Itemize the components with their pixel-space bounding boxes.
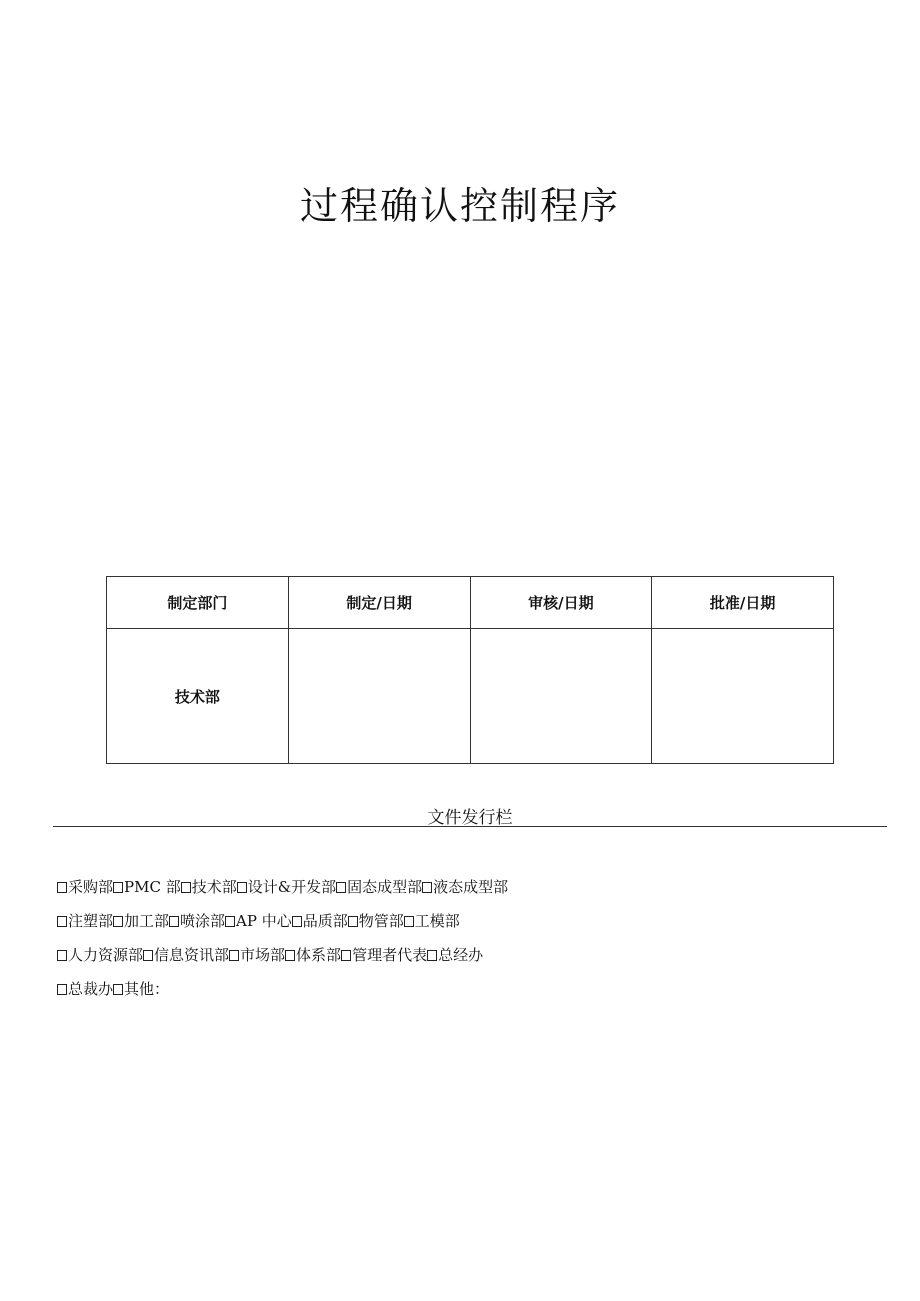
checkbox-icon[interactable] [237,882,247,893]
cell-approved-date[interactable] [652,629,834,764]
distribution-line [57,944,877,966]
distribution-item[interactable] [113,910,169,932]
table-header-row [107,577,834,629]
checkbox-icon[interactable] [336,882,346,893]
distribution-item-label: PMC 部 [124,878,181,896]
distribution-item-label: 注塑部 [68,912,114,930]
checkbox-icon[interactable] [143,950,153,961]
distribution-item-label: 喷涂部 [180,912,226,930]
distribution-item-label: 体系部 [296,946,342,964]
distribution-item[interactable] [113,978,169,1000]
distribution-item[interactable] [422,876,508,898]
checkbox-icon[interactable] [57,950,67,961]
distribution-item-label: 市场部 [240,946,286,964]
distribution-item[interactable] [348,910,404,932]
distribution-item[interactable] [57,876,113,898]
distribution-item-label: 其他： [124,980,170,998]
checkbox-icon[interactable] [422,882,432,893]
distribution-item[interactable] [113,876,181,898]
distribution-item[interactable] [225,910,292,932]
checkbox-icon[interactable] [57,916,67,927]
cell-prepared-date[interactable] [288,629,470,764]
checkbox-icon[interactable] [57,882,67,893]
distribution-item-label: 技术部 [191,878,237,896]
checkbox-icon[interactable] [348,916,358,927]
checkbox-icon[interactable] [113,916,123,927]
checkbox-icon[interactable] [181,882,191,893]
checkbox-icon[interactable] [169,916,179,927]
distribution-line [57,978,877,1000]
distribution-item-label: 工模部 [414,912,460,930]
distribution-item[interactable] [341,944,427,966]
distribution-item-label: 设计&开发部 [247,878,337,896]
distribution-line [57,910,877,932]
checkbox-icon[interactable] [404,916,414,927]
distribution-item-label: 人力资源部 [68,946,144,964]
distribution-item[interactable] [404,910,460,932]
cell-department: 技术部 [107,629,289,764]
distribution-item[interactable] [57,944,143,966]
checkbox-icon[interactable] [229,950,239,961]
checkbox-icon[interactable] [427,950,437,961]
distribution-item-label: 采购部 [68,878,114,896]
distribution-item-label: 加工部 [124,912,170,930]
distribution-item-label: 品质部 [302,912,348,930]
distribution-item-label: 信息资讯部 [154,946,230,964]
checkbox-icon[interactable] [113,984,123,995]
distribution-item[interactable] [427,944,483,966]
header-reviewed-date: 审核/日期 [470,577,652,629]
page-title: 过程确认控制程序 [299,184,620,229]
distribution-item[interactable] [229,944,285,966]
checkbox-icon[interactable] [285,950,295,961]
distribution-item[interactable] [292,910,348,932]
distribution-item-label: 液态成型部 [433,878,509,896]
cell-reviewed-date[interactable] [470,629,652,764]
checkbox-icon[interactable] [57,984,67,995]
checkbox-icon[interactable] [292,916,302,927]
distribution-list [57,876,877,1012]
distribution-item-label: 总经办 [438,946,484,964]
distribution-item[interactable] [143,944,229,966]
distribution-item-label: 管理者代表 [352,946,428,964]
header-approved-date: 批准/日期 [652,577,834,629]
distribution-heading: 文件发行栏 [427,808,513,828]
checkbox-icon[interactable] [113,882,123,893]
table-row [107,629,834,764]
checkbox-icon[interactable] [341,950,351,961]
distribution-item-label: 物管部 [358,912,404,930]
distribution-item[interactable] [169,910,225,932]
distribution-item[interactable] [336,876,422,898]
distribution-item[interactable] [285,944,341,966]
header-prepared-date: 制定/日期 [288,577,470,629]
header-department: 制定部门 [107,577,289,629]
distribution-divider [53,826,887,827]
approval-table [106,576,834,764]
distribution-item[interactable] [237,876,336,898]
distribution-item-label: 固态成型部 [347,878,423,896]
distribution-item-label: AP 中心 [236,912,292,930]
distribution-line [57,876,877,898]
distribution-item-label: 总裁办 [68,980,114,998]
distribution-item[interactable] [181,876,237,898]
checkbox-icon[interactable] [225,916,235,927]
distribution-item[interactable] [57,910,113,932]
distribution-item[interactable] [57,978,113,1000]
